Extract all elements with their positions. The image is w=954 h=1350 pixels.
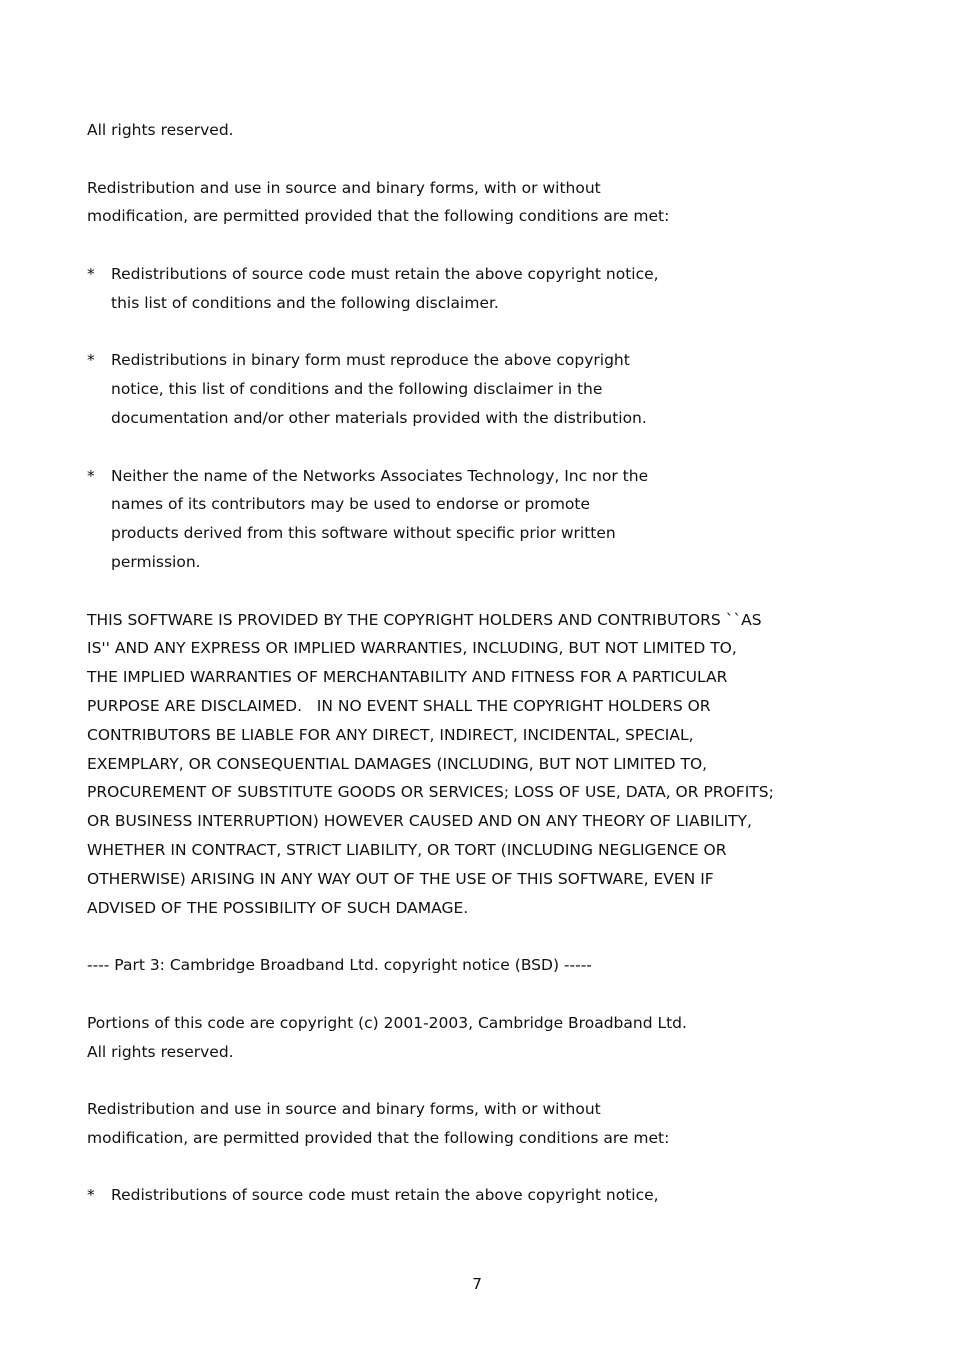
text-line: modification, are permitted provided that the following conditions are met: (87, 1128, 670, 1147)
text-line: OR BUSINESS INTERRUPTION) HOWEVER CAUSED AND ON ANY THEORY OF LIABILITY, (87, 812, 752, 831)
text-line: THIS SOFTWARE IS PROVIDED BY THE COPYRIGHT HOLDERS AND CONTRIBUTORS ``AS (87, 610, 762, 629)
text-line: Redistribution and use in source and binary forms, with or without (87, 178, 601, 197)
text-line: All rights reserved. (87, 121, 234, 139)
text-line: Redistributions of source code must retain the above copyright notice, (111, 264, 659, 283)
bullet-endorsement (87, 462, 867, 577)
page-number: 7 (472, 1275, 482, 1293)
text-line: IS'' AND ANY EXPRESS OR IMPLIED WARRANTIES, INCLUDING, BUT NOT LIMITED TO, (87, 639, 737, 658)
document-body (87, 116, 867, 1239)
text-line: names of its contributors may be used to endorse or promote (111, 495, 591, 514)
text-line: permission. (111, 552, 201, 571)
text-line: Neither the name of the Networks Associates Technology, Inc nor the (111, 466, 649, 485)
bullet-binary-form (87, 346, 867, 432)
bullet-source-code-2 (87, 1181, 867, 1210)
section-heading-part-3 (87, 951, 867, 980)
bullet-mark: * (87, 351, 95, 370)
bullet-source-code (87, 260, 867, 318)
text-line: EXEMPLARY, OR CONSEQUENTIAL DAMAGES (INCLUDING, BUT NOT LIMITED TO, (87, 754, 708, 773)
text-line: THE IMPLIED WARRANTIES OF MERCHANTABILITY AND FITNESS FOR A PARTICULAR (87, 668, 728, 687)
text-line: this list of conditions and the following disclaimer. (111, 293, 499, 312)
text-line: documentation and/or other materials provided with the distribution. (111, 408, 647, 427)
paragraph-rights-reserved (87, 116, 867, 145)
paragraph-redistribution (87, 174, 867, 232)
text-line: products derived from this software without specific prior written (111, 524, 616, 543)
text-line: WHETHER IN CONTRACT, STRICT LIABILITY, OR TORT (INCLUDING NEGLIGENCE OR (87, 840, 727, 859)
paragraph-disclaimer (87, 606, 867, 923)
text-line: ADVISED OF THE POSSIBILITY OF SUCH DAMAGE. (87, 898, 469, 917)
bullet-mark: * (87, 264, 95, 283)
paragraph-copyright-cambridge (87, 1009, 867, 1067)
bullet-mark: * (87, 466, 95, 485)
text-line: PURPOSE ARE DISCLAIMED. IN NO EVENT SHALL THE COPYRIGHT HOLDERS OR (87, 696, 711, 715)
paragraph-redistribution-2 (87, 1095, 867, 1153)
text-line: Portions of this code are copyright (c) 2001-2003, Cambridge Broadband Ltd. (87, 1013, 687, 1032)
bullet-mark: * (87, 1186, 95, 1205)
text-line: PROCUREMENT OF SUBSTITUTE GOODS OR SERVICES; LOSS OF USE, DATA, OR PROFITS; (87, 783, 774, 802)
text-line: Redistributions of source code must retain the above copyright notice, (111, 1186, 659, 1205)
text-line: Redistribution and use in source and binary forms, with or without (87, 1100, 601, 1119)
text-line: All rights reserved. (87, 1042, 234, 1061)
text-line: modification, are permitted provided that the following conditions are met: (87, 207, 670, 226)
text-line: notice, this list of conditions and the following disclaimer in the (111, 380, 603, 399)
text-line: Redistributions in binary form must reproduce the above copyright (111, 351, 630, 370)
text-line: CONTRIBUTORS BE LIABLE FOR ANY DIRECT, INDIRECT, INCIDENTAL, SPECIAL, (87, 725, 694, 744)
text-line: ---- Part 3: Cambridge Broadband Ltd. copyright notice (BSD) ----- (87, 956, 592, 975)
text-line: OTHERWISE) ARISING IN ANY WAY OUT OF THE USE OF THIS SOFTWARE, EVEN IF (87, 869, 714, 888)
